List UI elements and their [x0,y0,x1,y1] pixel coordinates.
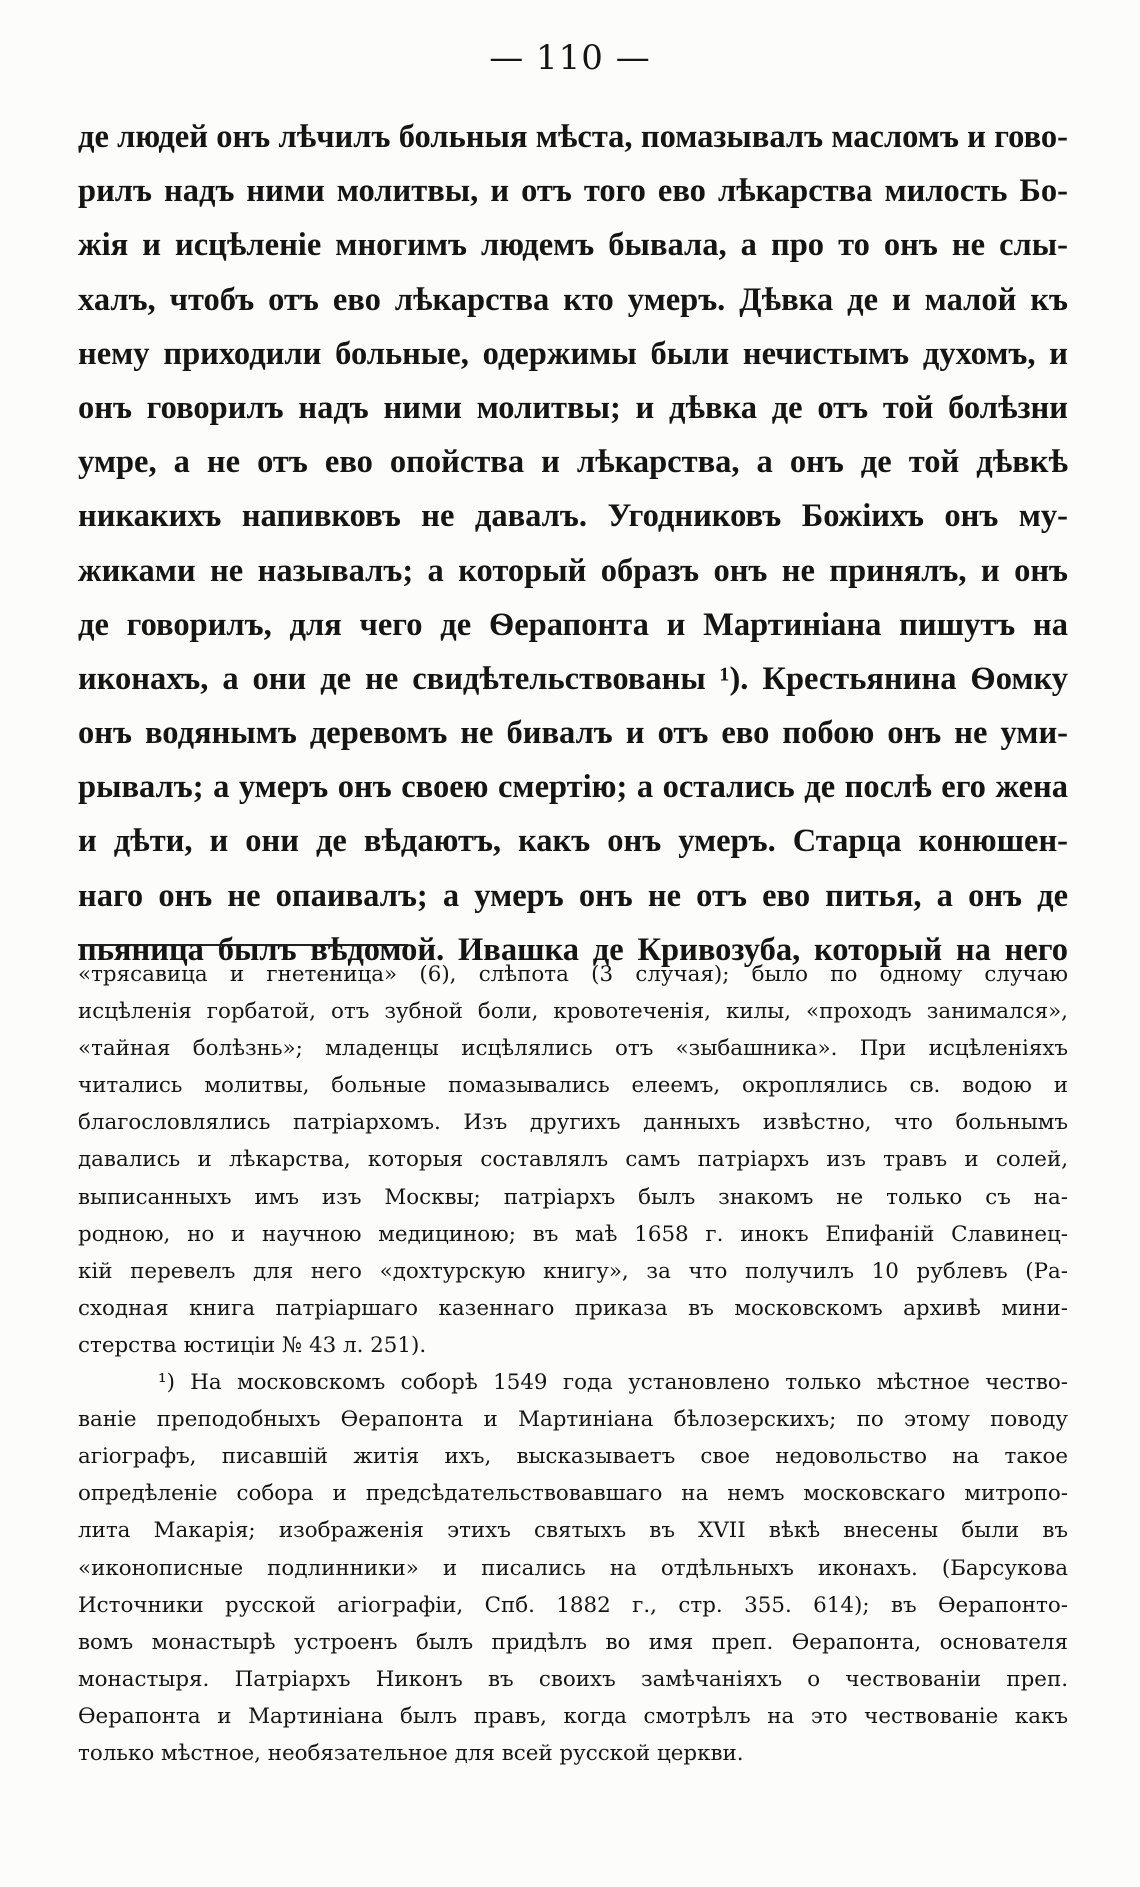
footnote-1-line: агіографъ, писавшій житія ихъ, высказываетъ свое недовольство на такое [78,1444,1068,1470]
footnote-divider [78,944,408,946]
footnote-line: выписанныхъ имъ изъ Москвы; патріархъ былъ знакомъ не только съ на- [78,1184,1068,1210]
main-line: жиками не называлъ; а который образъ онъ не принялъ, и онъ [78,552,1068,589]
footnote-1-line: ¹) На московскомъ соборѣ 1549 года установлено только мѣстное чество- [158,1370,1068,1396]
footnote-1-line: только мѣстное, необязательное для всей русской церкви. [78,1740,744,1766]
main-line: рилъ надъ ними молитвы, и отъ того ево лѣкарства милость Бо- [78,173,1068,210]
main-line: онъ водянымъ деревомъ не бивалъ и отъ ево побою онъ не уми- [78,715,1068,752]
main-line: де людей онъ лѣчилъ больныя мѣста, помазывалъ масломъ и гово- [78,119,1068,155]
footnote-line: кій перевелъ для него «дохтурскую книгу», за что получилъ 10 рублевъ (Ра- [78,1258,1068,1284]
main-line: и дѣти, и они де вѣдаютъ, какъ онъ умеръ. Старца конюшен- [78,823,1068,860]
main-line: иконахъ, а они де не свидѣтельствованы ¹). Крестьянина Ѳомку [78,660,1068,697]
footnote-line: сходная книга патріаршаго казеннаго приказа въ московскомъ архивѣ мини- [78,1295,1068,1321]
main-line: наго онъ не опаивалъ; а умеръ онъ не отъ ево питья, а онъ де [78,877,1068,914]
page-number: — 110 — [489,38,651,78]
footnote-1-line: лита Макарія; изображенія этихъ святыхъ въ XVII вѣкѣ внесены были въ [78,1518,1068,1544]
footnote-line: благословлялись патріархомъ. Изъ другихъ данныхъ извѣстно, что больнымъ [78,1110,1068,1136]
main-line: рывалъ; а умеръ онъ своею смертію; а остались де послѣ его жена [78,769,1068,806]
footnote-line: давались и лѣкарства, которыя составлялъ самъ патріархъ изъ травъ и солей, [78,1147,1068,1173]
footnote-1-line: Источники русской агіографіи, Спб. 1882 г., стр. 355. 614); въ Ѳерапонто- [78,1592,1068,1618]
footnotes [78,956,1068,1772]
main-line: де говорилъ, для чего де Ѳерапонта и Мартиніана пишутъ на [78,606,1068,643]
main-line: онъ говорилъ надъ ними молитвы; и дѣвка де отъ той болѣзни [78,389,1068,426]
main-line: жія и исцѣленіе многимъ людемъ бывала, а про то онъ не слы- [78,227,1068,264]
footnote-line: исцѣленія горбатой, отъ зубной боли, кровотеченія, килы, «проходъ занимался», [78,999,1068,1025]
footnote-line: стерства юстиціи № 43 л. 251). [78,1332,427,1358]
main-line: пьяница былъ вѣдомой. Ивашка де Кривозуба, который на него [78,931,1068,968]
main-line: умре, а не отъ ево опойства и лѣкарства, а онъ де той дѣвкѣ [78,444,1068,481]
footnote-line: читались молитвы, больные помазывались елеемъ, окроплялись св. водою и [78,1073,1068,1099]
footnote-1-line: ваніе преподобныхъ Ѳерапонта и Мартиніана бѣлозерскихъ; по этому поводу [78,1407,1068,1433]
footnote-1-line: монастыря. Патріархъ Никонъ въ своихъ замѣчаніяхъ о чествованіи преп. [78,1666,1068,1692]
footnote-line: родною, но и научною медициною; въ маѣ 1658 г. инокъ Епифаній Славинец- [78,1221,1068,1247]
main-line: халъ, чтобъ отъ ево лѣкарства кто умеръ. Дѣвка де и малой къ [78,281,1068,318]
footnote-1-line: опредѣленіе собора и предсѣдательствовавшаго на немъ московскаго митропо- [78,1481,1068,1507]
footnote-1-line: «иконописные подлинники» и писались на отдѣльныхъ иконахъ. (Барсукова [78,1555,1068,1581]
footnote-line: «трясавица и гнетеница» (6), слѣпота (3 случая); было по одному случаю [78,962,1068,987]
footnote-line: «тайная болѣзнь»; младенцы исцѣлялись отъ «зыбашника». При исцѣленіяхъ [78,1036,1068,1062]
footnote-1-line: Ѳерапонта и Мартиніана былъ правъ, когда смотрѣлъ на это чествованіе какъ [78,1703,1068,1729]
footnote-1-line: вомъ монастырѣ устроенъ былъ придѣлъ во имя преп. Ѳерапонта, основателя [78,1629,1068,1655]
main-line: нему приходили больные, одержимы были нечистымъ духомъ, и [78,335,1068,372]
main-text [78,110,1068,977]
main-line: никакихъ напивковъ не давалъ. Угодниковъ Божіихъ онъ му- [78,498,1068,535]
